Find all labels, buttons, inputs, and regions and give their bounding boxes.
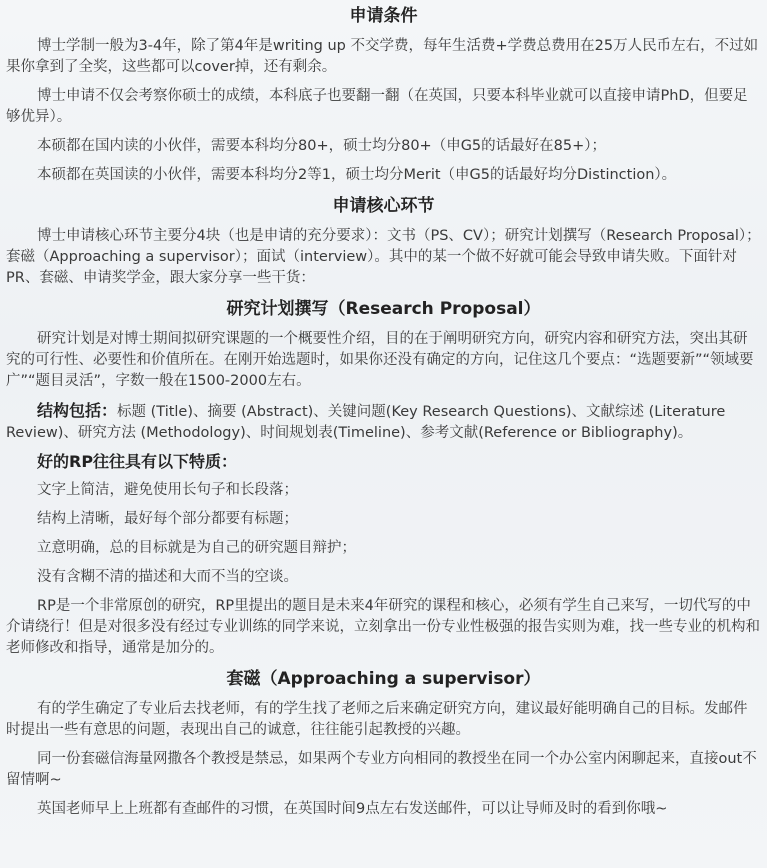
paragraph-grades: 博士申请不仅会考察你硕士的成绩，本科底子也要翻一翻（在英国，只要本科毕业就可以直接申请PhD，但要足够优异）。: [6, 88, 748, 125]
quality-item: 文字上简洁，避免使用长句子和长段落；: [37, 482, 298, 498]
structure-lead: 结构包括：: [37, 401, 118, 420]
quality-item: 没有含糊不清的描述和大而不当的空谈。: [37, 569, 298, 585]
paragraph-rp-closing: RP是一个非常原创的研究，RP里提出的题目是未来4年研究的课程和核心，必须有学生自己来写，一切代写的中介请绕行！但是对很多没有经过专业训练的同学来说，立刻拿出一份专业性极强的报告实则为难，找一些专业的机构和老师修改和指导，通常是加分的。: [6, 598, 760, 656]
paragraph-approach-1: 有的学生确定了专业后去找老师，有的学生找了老师之后来确定研究方向，建议最好能明确自己的目标。发邮件时提出一些有意思的问题，表现出自己的诚意，往往能引起教授的兴趣。: [6, 701, 748, 738]
section-title-conditions: 申请条件: [349, 6, 418, 26]
paragraph-rp-structure: [6, 400, 761, 444]
structure-text: 标题 (Title)、摘要 (Abstract)、关键问题(Key Research Questions)、文献综述 (Literature Review)、研究方法 (Methodology)、时间规划表(Timeline)、参考文献(Reference or Bibliography)。: [6, 404, 726, 441]
paragraph-uk: 本硕都在英国读的小伙伴，需要本科均分2等1，硕士均分Merit（申G5的话最好均分Distinction）。: [37, 167, 677, 183]
quality-item: 结构上清晰，最好每个部分都要有标题；: [37, 511, 298, 527]
paragraph-core: 博士申请核心环节主要分4块（也是申请的充分要求）：文书（PS、CV）；研究计划撰写（Research Proposal）；套磁（Approaching a supervisor）；面试（interview）。其中的某一个做不好就可能会导致申请失败。下面针对PR、套磁、申请奖学金，跟大家分享一些干货：: [6, 228, 761, 286]
paragraph-rp-intro: 研究计划是对博士期间拟研究课题的一个概要性介绍，目的在于阐明研究方向，研究内容和研究方法，突出其研究的可行性、必要性和价值所在。在刚开始选题时，如果你还没有确定的方向，记住这几个要点：“选题要新”“领域要广”“题目灵活”，字数一般在1500-2000左右。: [6, 331, 754, 389]
quality-item: 立意明确，总的目标就是为自己的研究题目辩护；: [37, 540, 356, 556]
paragraph-tuition: 博士学制一般为3-4年，除了第4年是writing up 不交学费，每年生活费+学费总费用在25万人民币左右，不过如果你拿到了全奖，这些都可以cover掉，还有剩余。: [6, 38, 759, 75]
qualities-title: 好的RP往往具有以下特质：: [37, 452, 238, 471]
section-title-rp: 研究计划撰写（Research Proposal）: [226, 299, 541, 319]
section-title-core: 申请核心环节: [332, 196, 435, 216]
paragraph-approach-2: 同一份套磁信海量网撒各个教授是禁忌，如果两个专业方向相同的教授坐在同一个办公室内闲聊起来，直接out不留情啊~: [6, 751, 757, 788]
section-title-approach: 套磁（Approaching a supervisor）: [226, 669, 541, 689]
paragraph-domestic: 本硕都在国内读的小伙伴，需要本科均分80+，硕士均分80+（申G5的话最好在85+）；: [37, 138, 607, 154]
paragraph-approach-3: 英国老师早上上班都有查邮件的习惯，在英国时间9点左右发送邮件，可以让导师及时的看到你哦~: [37, 801, 668, 817]
